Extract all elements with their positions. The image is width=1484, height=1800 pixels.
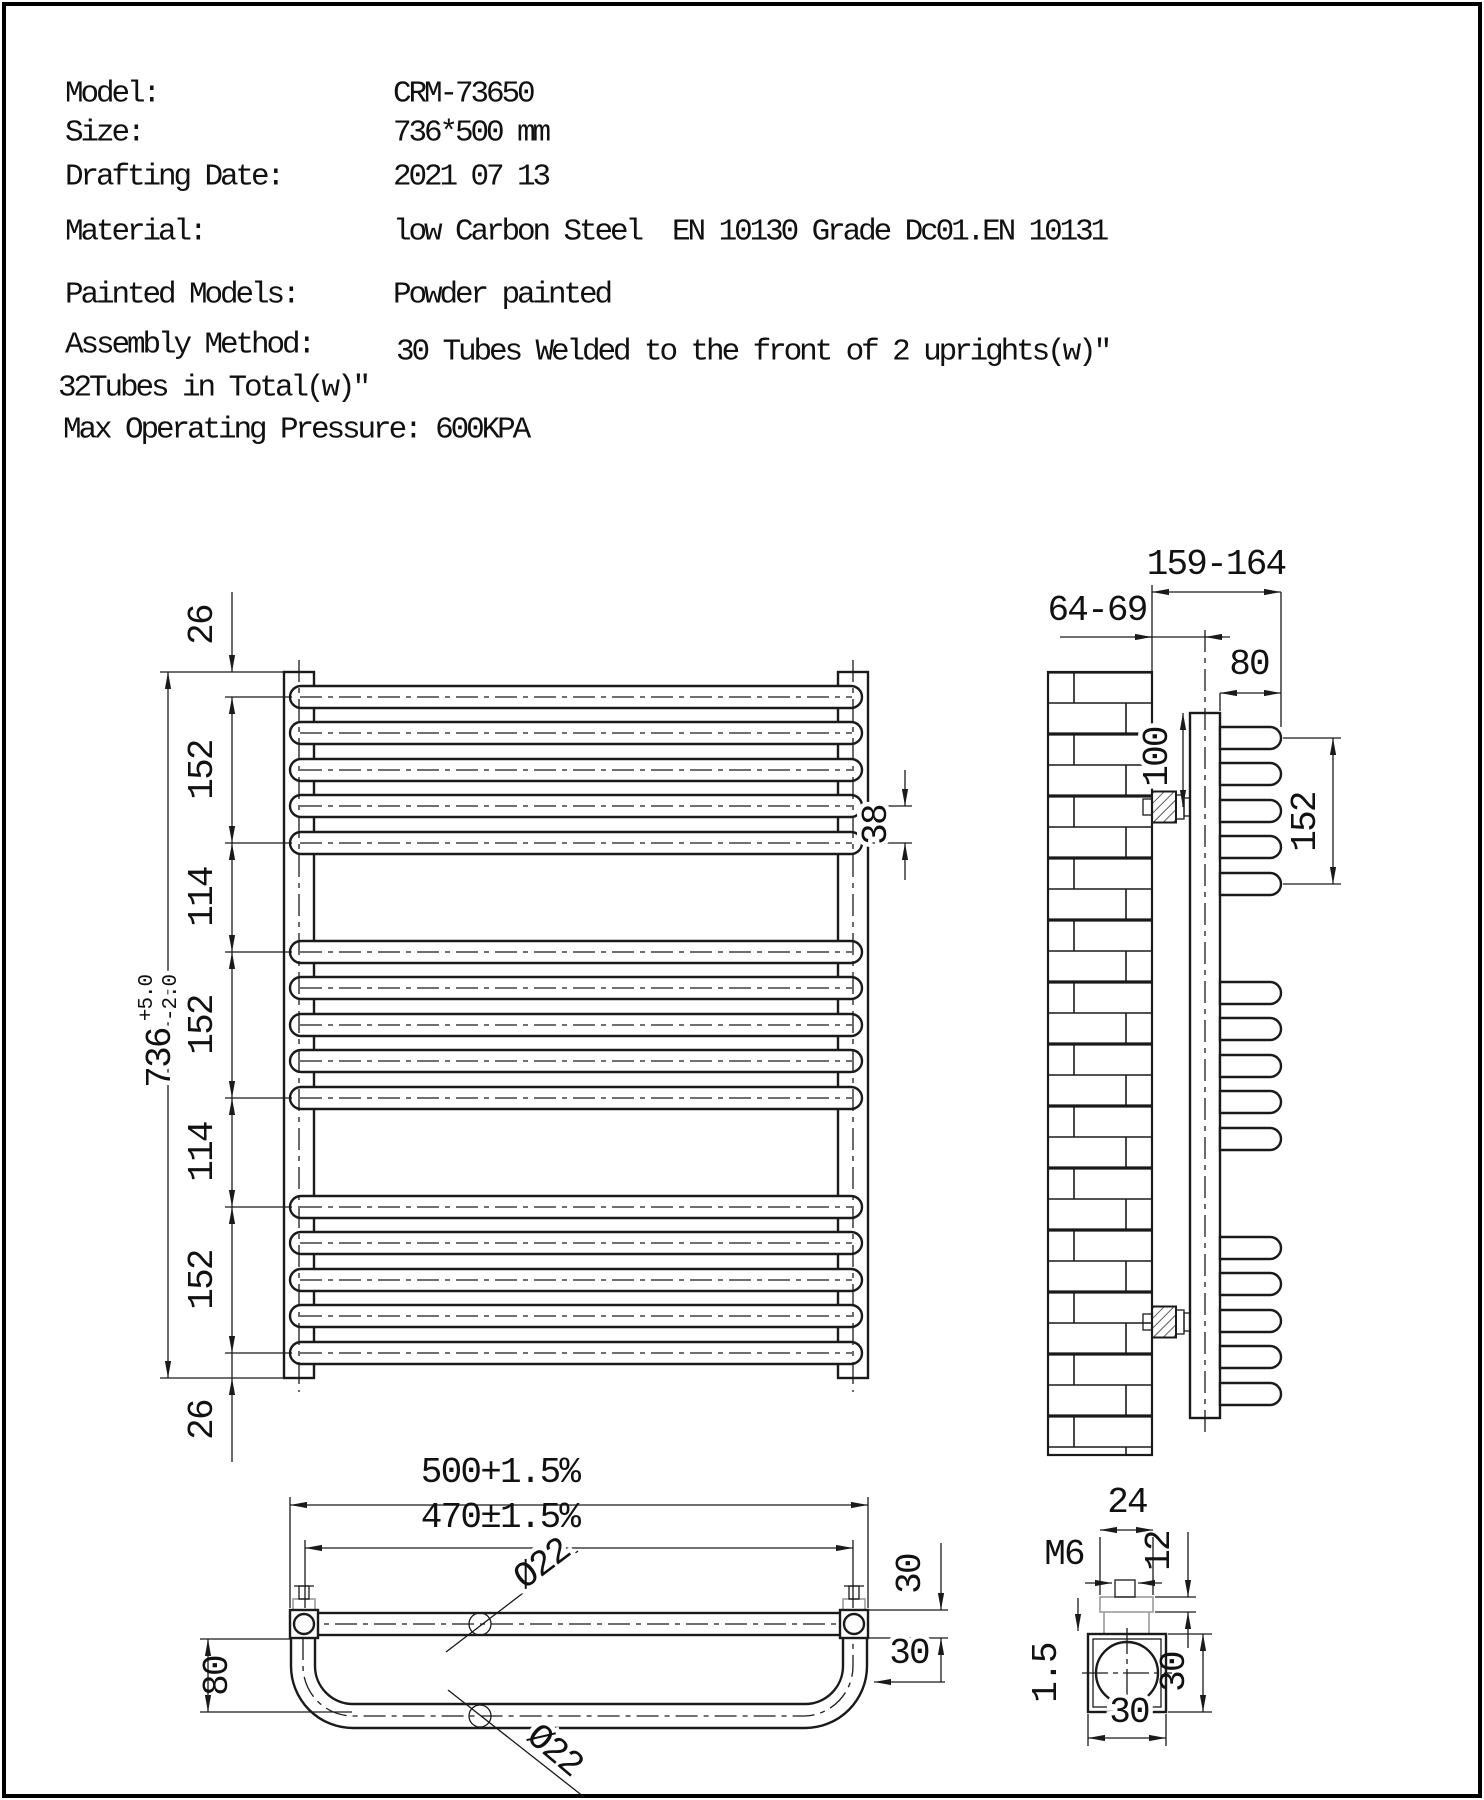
dim-detail-cap-width: 24 [1107,1482,1147,1523]
dim-bracket-depth: 30 [889,1633,929,1674]
dim-detail-height: 30 [1154,1652,1195,1692]
size-value: 736*500 mm [393,115,549,151]
front-view [136,592,912,1462]
u-tube-outer [291,1638,867,1728]
left-bracket-tab [293,1599,315,1610]
bracket-screws [294,1586,864,1599]
model-label: Model: [65,76,159,112]
front-tubes [290,686,862,1364]
spec-block [58,77,1109,448]
side-tube-ends [1220,727,1281,1405]
bottom-view [197,1452,948,1797]
painted-value: Powder painted [393,277,611,313]
pressure-note: Max Operating Pressure: 600KPA [63,412,529,448]
dim-bracket-height: 30 [890,1554,931,1594]
dim-side-group: 152 [1285,792,1326,852]
dim-front-gap1: 114 [182,867,223,927]
dim-front-group2: 152 [182,995,223,1055]
dim-side-bracket-offset: 100 [1137,727,1178,787]
dim-front-group1: 152 [182,740,223,800]
dim-front-tol-plus: +5.0 [136,974,159,1022]
detail-cap [1100,1597,1153,1612]
dim-side-tube-depth: 80 [1229,644,1269,685]
dim-detail-wall-thickness: 1.5 [1026,1643,1067,1703]
detail-thread-label: M6 [1044,1534,1084,1575]
dim-bottom-drop: 80 [197,1656,238,1696]
date-label: Drafting Date: [65,159,283,195]
dim-front-bottom: 26 [182,1400,223,1440]
assembly-value: 30 Tubes Welded to the front of 2 uprights(w)″ [396,334,1110,370]
dim-tube-dia-top: Ø22 [506,1530,579,1599]
dim-front-pitch: 38 [856,805,897,845]
material-value: low Carbon Steel EN 10130 Grade Dc01.EN 10131 [393,214,1107,250]
dim-front-tol-minus: -2.0 [160,974,183,1022]
dim-side-wall-to-front: 159-164 [1146,544,1286,585]
painted-label: Painted Models: [65,277,298,313]
tubes-total-note: 32Tubes in Total(w)″ [58,370,369,406]
side-view [1047,544,1341,1455]
sheet-border [4,4,1480,1796]
dim-front-top: 26 [182,605,223,645]
detail-view [1026,1482,1212,1746]
model-value: CRM-73650 [393,76,533,112]
dim-front-overall: 736 [140,1028,181,1088]
right-bracket-tab [843,1599,865,1610]
assembly-label: Assembly Method: [65,327,314,363]
dim-detail-cap-height: 12 [1139,1531,1180,1571]
dim-detail-width: 30 [1109,1692,1149,1733]
dim-front-gap2: 114 [182,1122,223,1182]
dim-tube-dia-bottom: Ø22 [518,1715,591,1786]
dim-front-group3: 152 [182,1250,223,1310]
u-tube-inner [315,1638,843,1704]
material-label: Material: [65,214,205,250]
dim-bottom-overall-width: 500+1.5% [420,1452,580,1493]
brick-wall [1048,672,1152,1455]
size-label: Size: [65,115,143,151]
detail-thread-stub [1115,1580,1135,1597]
date-value: 2021 07 13 [393,159,549,195]
dim-side-wall-to-axis: 64-69 [1047,590,1147,631]
dim-bottom-centers: 470±1.5% [420,1497,580,1538]
